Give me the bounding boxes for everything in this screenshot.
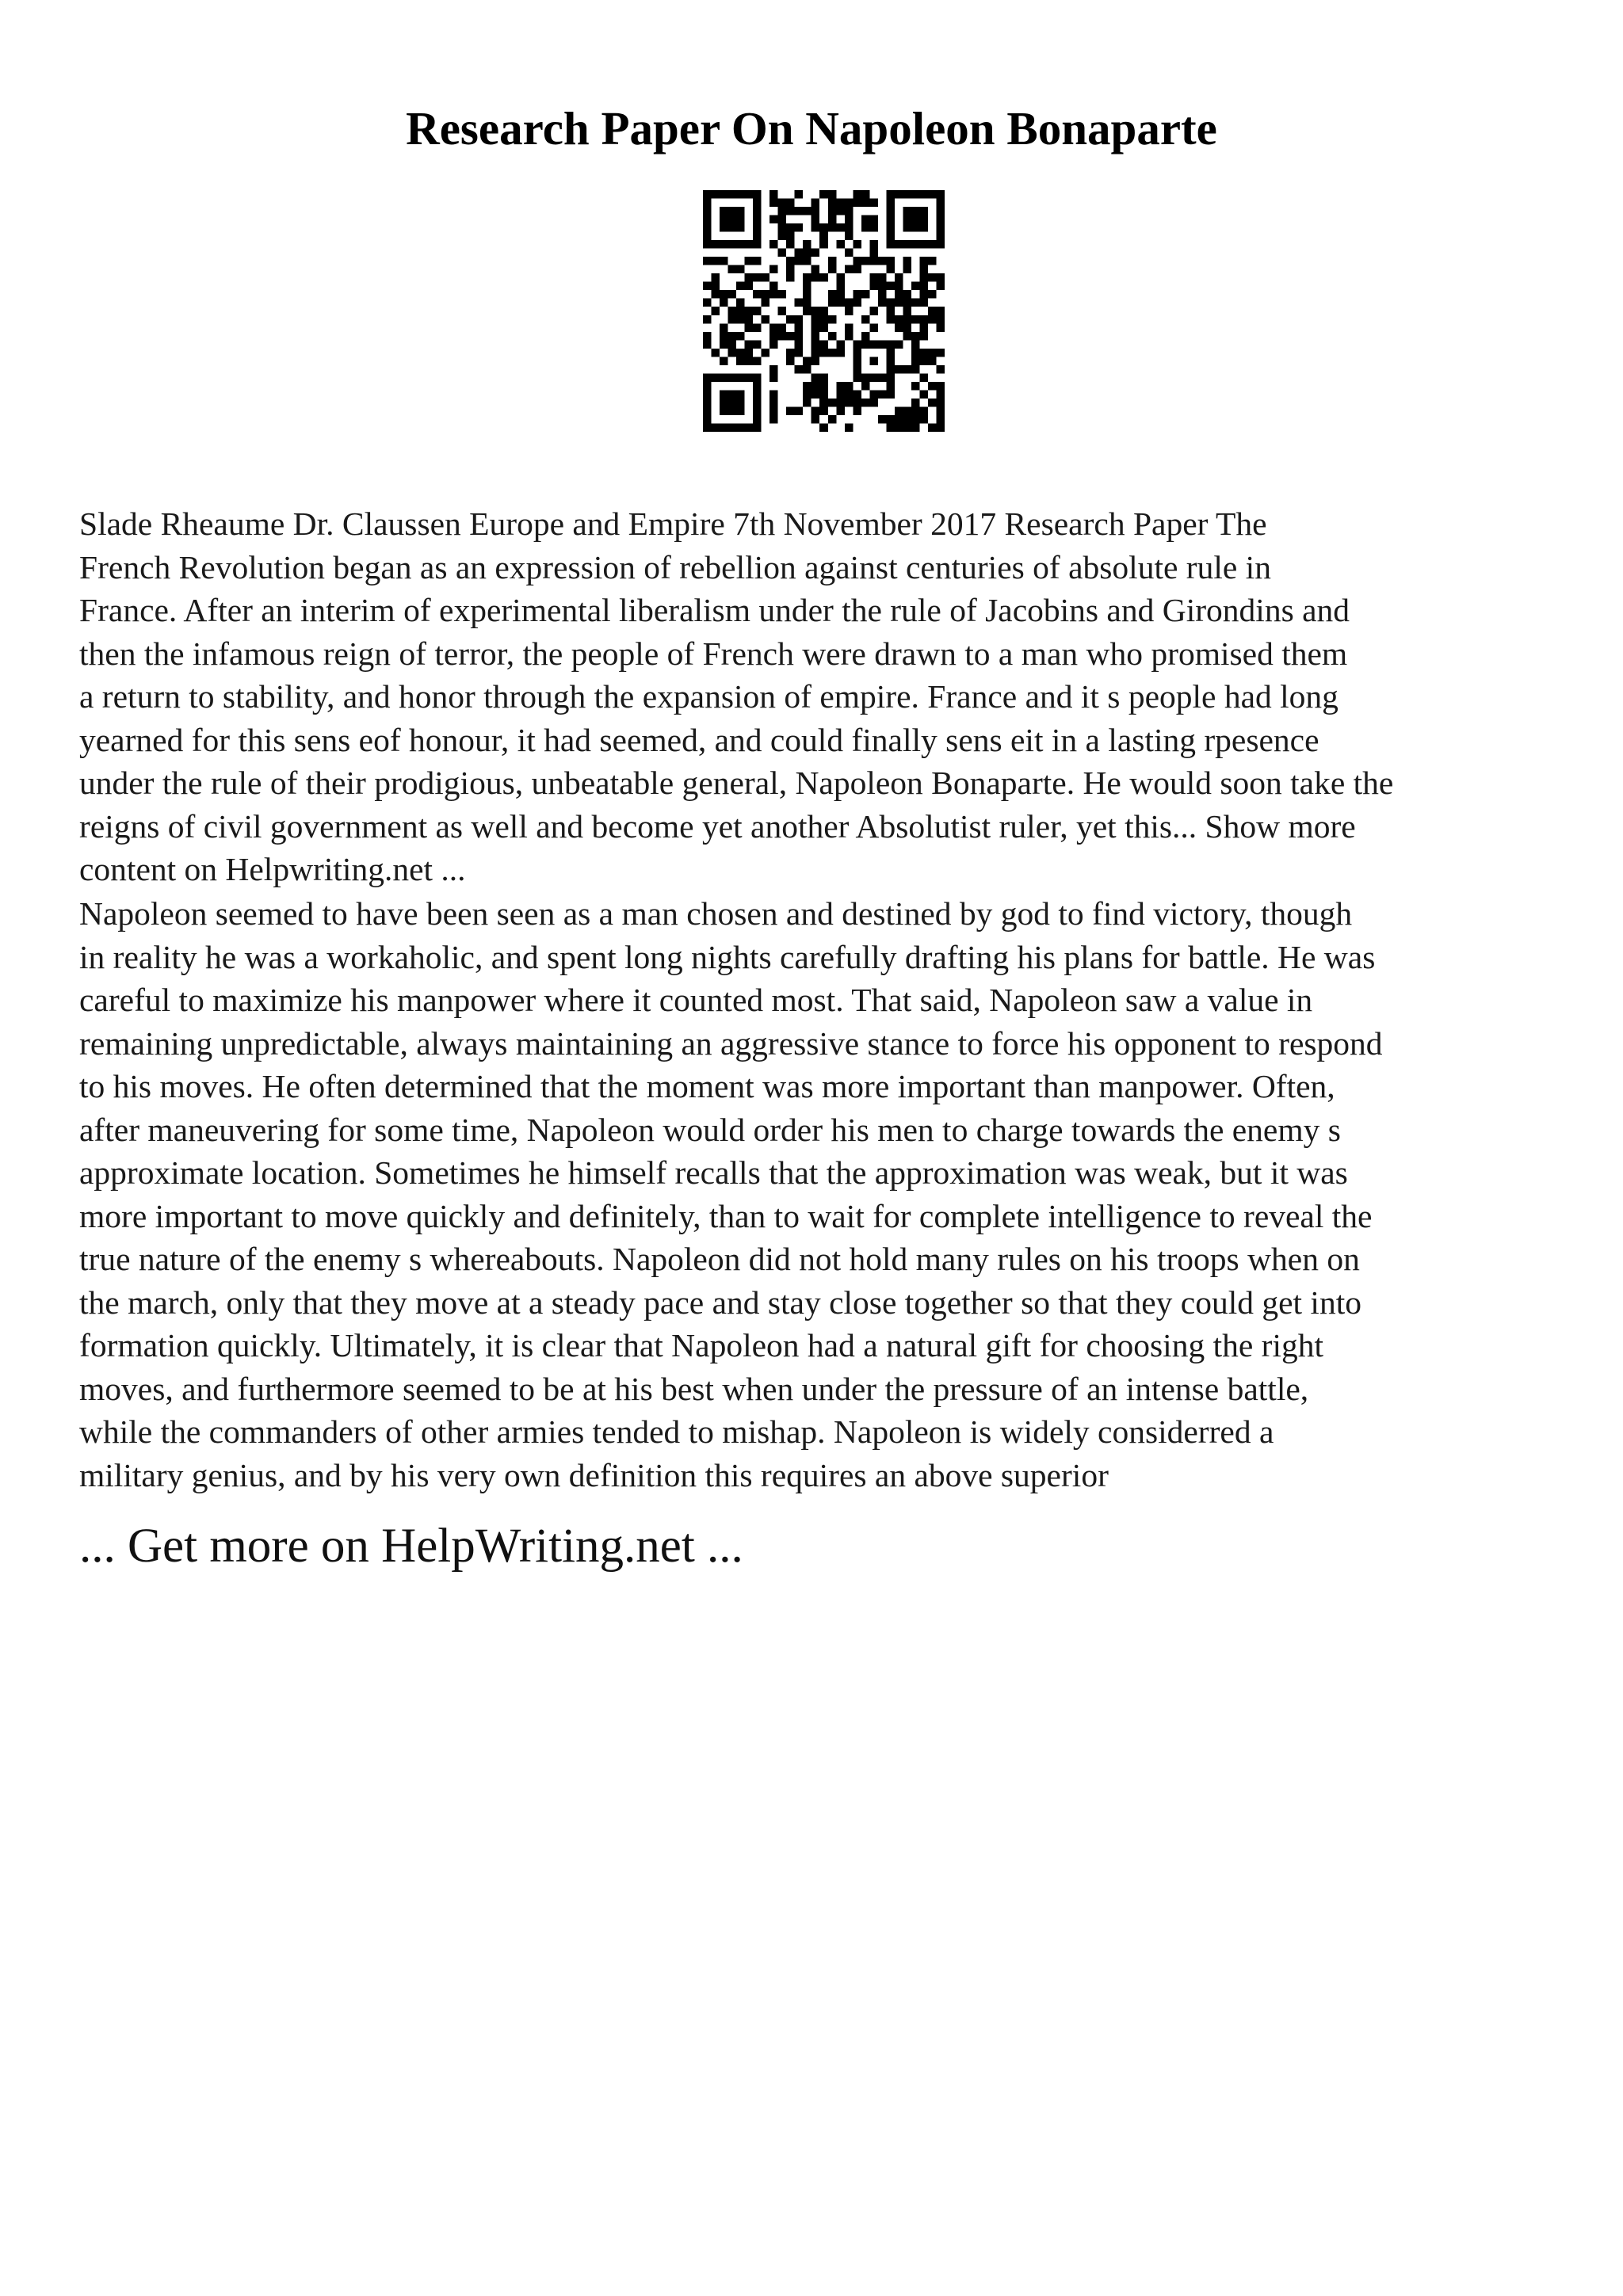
paragraph-line: France. After an interim of experimental liberalism under the rule of Jacobins and Girondins and	[79, 592, 1350, 628]
paragraph-line: reigns of civil government as well and become yet another Absolutist ruler, yet this... Show more	[79, 807, 1356, 845]
paragraph-line: remaining unpredictable, always maintaining an aggressive stance to force his opponent to respond	[79, 1024, 1383, 1062]
paragraph-line: a return to stability, and honor through the expansion of empire. France and it s people had long	[79, 678, 1338, 715]
paragraph-line: formation quickly. Ultimately, it is clear that Napoleon had a natural gift for choosing the right	[79, 1327, 1324, 1363]
paragraph-line: French Revolution began as an expression of rebellion against centuries of absolute rule in	[79, 548, 1271, 585]
paragraph-line: content on Helpwriting.net ...	[79, 851, 466, 887]
paragraph-line: moves, and furthermore seemed to be at his best when under the pressure of an intense battle,	[79, 1370, 1309, 1407]
paragraph-line: to his moves. He often determined that the moment was more important than manpower. Often,	[79, 1068, 1335, 1104]
paragraph-line: then the infamous reign of terror, the people of French were drawn to a man who promised them	[79, 635, 1348, 672]
paragraph-line: in reality he was a workaholic, and spent long nights carefully drafting his plans for battle. He was	[79, 938, 1376, 975]
qr-code-graphic	[703, 190, 945, 432]
paragraph-line: careful to maximize his manpower where it counted most. That said, Napoleon saw a value in	[79, 982, 1313, 1018]
paragraph-line: after maneuvering for some time, Napoleon would order his men to charge towards the enemy s	[79, 1111, 1341, 1148]
paragraph-line: approximate location. Sometimes he himself recalls that the approximation was weak, but it was	[79, 1154, 1348, 1191]
paragraph-line: military genius, and by his very own definition this requires an above superior	[79, 1456, 1109, 1493]
get-more-link[interactable]: ... Get more on HelpWriting.net ...	[79, 1520, 743, 1573]
paragraph-line: yearned for this sens eof honour, it had seemed, and could finally sens eit in a lasting rpesence	[79, 721, 1319, 758]
paragraph-line: under the rule of their prodigious, unbeatable general, Napoleon Bonaparte. He would soon take the	[79, 765, 1394, 801]
paragraph-line: while the commanders of other armies tended to mishap. Napoleon is widely considerred a	[79, 1413, 1274, 1450]
intro-paragraph	[79, 502, 1569, 891]
body-paragraph	[79, 892, 1569, 1497]
page-title: Research Paper On Napoleon Bonaparte	[406, 102, 1217, 154]
paragraph-line: Slade Rheaume Dr. Claussen Europe and Empire 7th November 2017 Research Paper The	[79, 505, 1267, 542]
paragraph-line: the march, only that they move at a steady pace and stay close together so that they could get into	[79, 1283, 1361, 1321]
paragraph-line: Napoleon seemed to have been seen as a man chosen and destined by god to find victory, though	[79, 895, 1353, 932]
qr-code-icon[interactable]	[703, 190, 945, 432]
paragraph-line: more important to move quickly and definitely, than to wait for complete intelligence to reveal the	[79, 1197, 1373, 1234]
paragraph-line: true nature of the enemy s whereabouts. Napoleon did not hold many rules on his troops when on	[79, 1241, 1360, 1277]
